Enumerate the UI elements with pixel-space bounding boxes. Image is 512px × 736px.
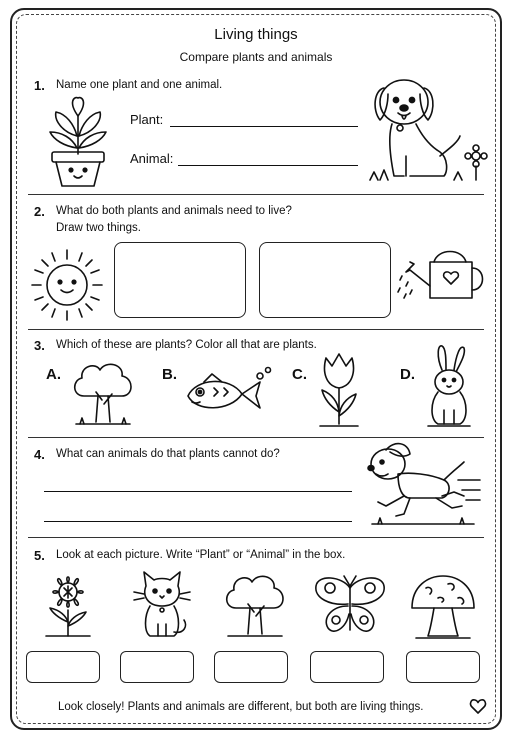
page-title: Living things: [214, 26, 298, 43]
potted-plant-icon: [44, 96, 112, 188]
tulip-icon[interactable]: [314, 350, 364, 430]
option-d-label: D.: [400, 366, 415, 383]
answer-box-2[interactable]: [120, 651, 194, 683]
q2-text: What do both plants and animals need to live?: [56, 205, 292, 217]
divider: [28, 329, 484, 330]
animal-answer-line[interactable]: [178, 165, 358, 166]
sunflower-icon: [36, 570, 100, 640]
q1-number: 1.: [34, 78, 45, 93]
page-subtitle: Compare plants and animals: [179, 50, 333, 64]
sun-icon: [30, 248, 104, 322]
fish-icon[interactable]: [182, 370, 272, 420]
tree-icon[interactable]: [70, 360, 136, 428]
option-c-label: C.: [292, 366, 307, 383]
footer-text: Look closely! Plants and animals are different, but both are living things.: [58, 701, 424, 713]
q2-number: 2.: [34, 204, 45, 219]
answer-box-3[interactable]: [214, 651, 288, 683]
q4-text: What can animals do that plants cannot do?: [56, 448, 280, 460]
option-b-label: B.: [162, 366, 177, 383]
puppy-icon: [370, 76, 490, 184]
mushroom-icon: [408, 574, 478, 640]
tree-icon: [222, 572, 286, 640]
answer-line-2[interactable]: [44, 521, 352, 522]
drawing-box-2[interactable]: [259, 242, 391, 318]
running-dog-icon: [364, 440, 482, 528]
option-a-label: A.: [46, 366, 61, 383]
q5-text: Look at each picture. Write “Plant” or “Animal” in the box.: [56, 549, 346, 561]
answer-box-5[interactable]: [406, 651, 480, 683]
divider: [28, 437, 484, 438]
watering-can-icon: [396, 244, 484, 316]
answer-box-1[interactable]: [26, 651, 100, 683]
q3-number: 3.: [34, 338, 45, 353]
plant-answer-line[interactable]: [170, 126, 358, 127]
q5-number: 5.: [34, 548, 45, 563]
drawing-box-1[interactable]: [114, 242, 246, 318]
answer-line-1[interactable]: [44, 491, 352, 492]
q4-number: 4.: [34, 447, 45, 462]
q2-text-2: Draw two things.: [56, 222, 142, 234]
answer-box-4[interactable]: [310, 651, 384, 683]
divider: [28, 537, 484, 538]
divider: [28, 194, 484, 195]
butterfly-icon: [312, 574, 388, 638]
q1-text: Name one plant and one animal.: [56, 79, 223, 91]
animal-label: Animal:: [130, 151, 174, 166]
plant-label: Plant:: [130, 112, 164, 127]
cat-icon: [130, 570, 194, 640]
heart-icon: [470, 699, 486, 714]
rabbit-icon[interactable]: [424, 344, 474, 428]
q3-text: Which of these are plants? Color all that are plants.: [56, 339, 317, 351]
